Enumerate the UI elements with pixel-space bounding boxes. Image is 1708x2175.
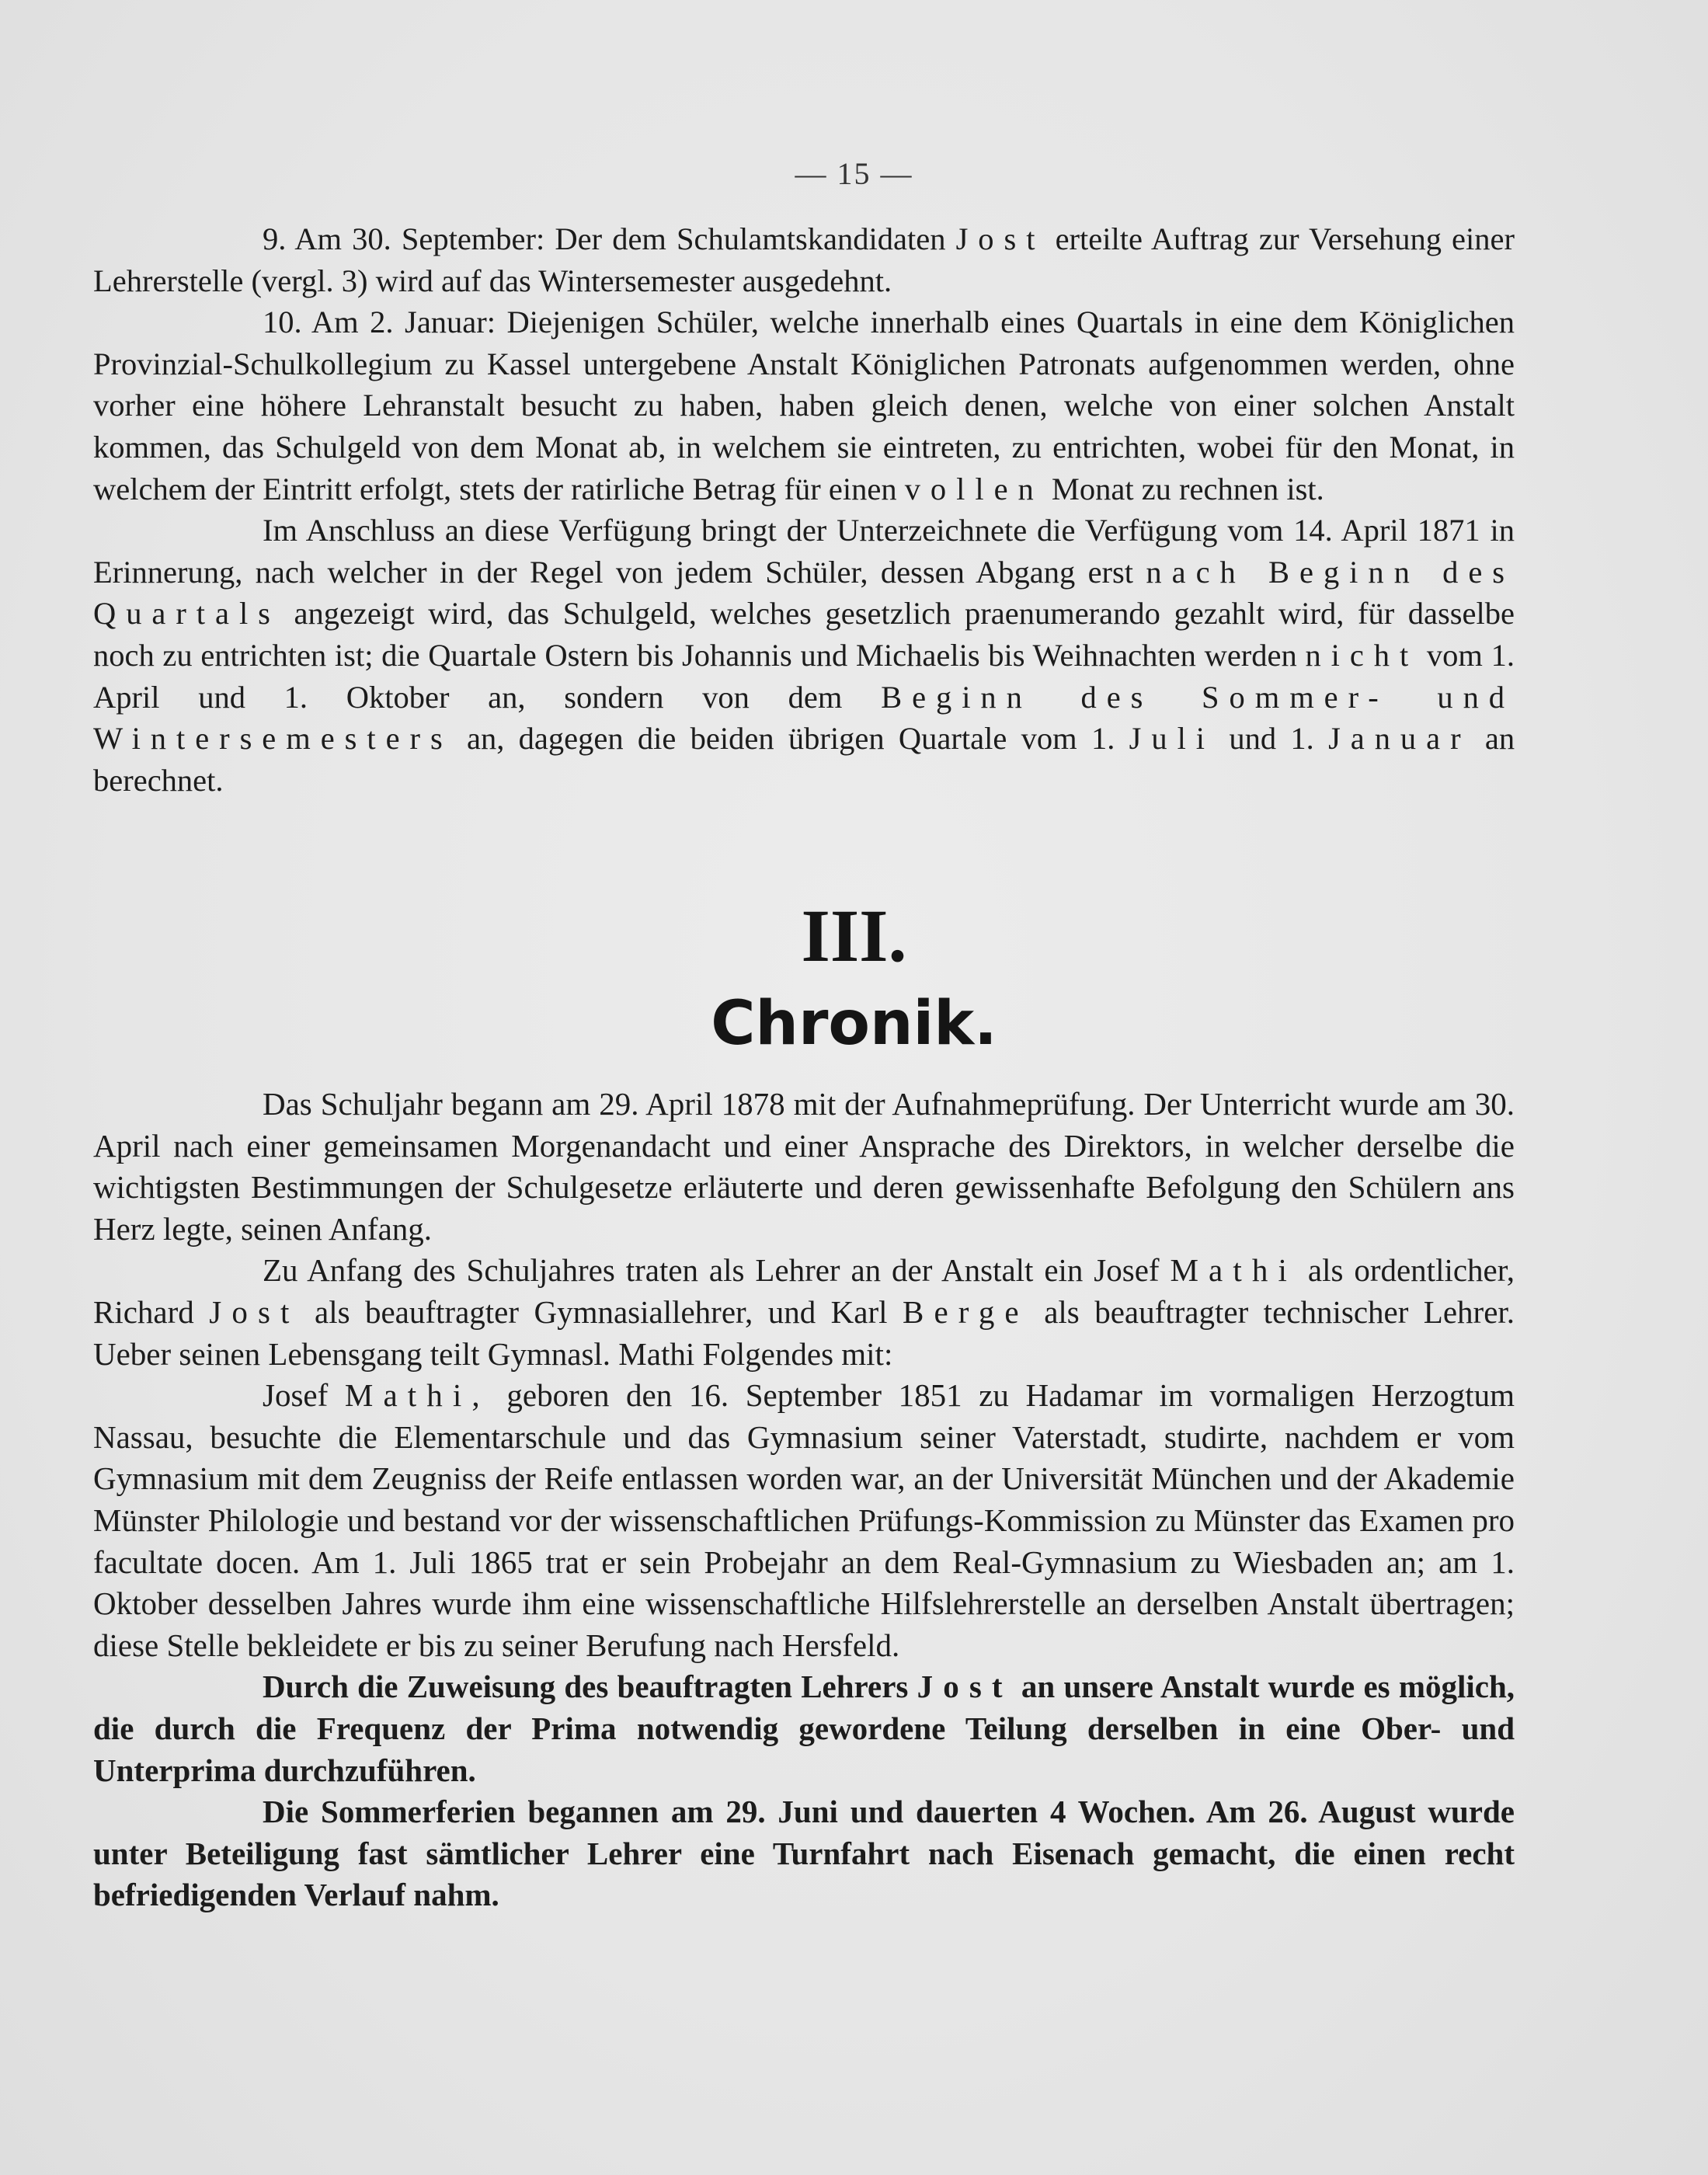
spaced-name: Jost <box>209 1293 300 1330</box>
spaced-emphasis: Januar <box>1328 721 1471 757</box>
chronicle-section <box>93 1084 1515 1916</box>
text-run: angezeigt wird, das Schulgeld, welches gesetzlich praenumerando gezahlt wird, für dasselbe noch zu entrichten ist; die Quartale Ostern bis Johannis und Michaelis bis Weihnachten werden <box>93 596 1515 673</box>
decrees-section <box>93 218 1515 801</box>
spaced-emphasis: nach Beginn des Quartals <box>93 554 1515 632</box>
paragraph-school-year <box>93 1084 1515 1250</box>
text-run: Im Anschluss an diese Verfügung bringt der Unterzeichnete die Verfügung vom 14. April 1871 in Erinnerung, nach welcher in der Regel von jedem Schüler, dessen Abgang erst <box>93 513 1515 590</box>
paragraph-new-teachers <box>93 1250 1515 1375</box>
spaced-emphasis: nicht <box>1305 637 1419 673</box>
text-run: Monat zu rechnen ist. <box>1051 471 1324 506</box>
paragraph-item-10 <box>93 301 1515 510</box>
text-run: an berechnet. <box>93 721 1515 798</box>
spaced-name: Jost <box>917 1669 1013 1705</box>
text-run: Durch die Zuweisung des beauftragten Lehrers <box>263 1669 909 1705</box>
paragraph-summer-holidays <box>93 1791 1515 1916</box>
page-number: — 15 — <box>795 156 913 191</box>
text-run: Josef <box>263 1377 329 1414</box>
spaced-name: Jost <box>955 221 1045 256</box>
text-run: 10. Am 2. Januar: Diejenigen Schüler, welche innerhalb eines Quartals in eine dem Königlichen Provinzial-Schulkollegium zu Kassel untergebene Anstalt Königlichen Patronats aufgenommen werden, ohne vorher eine höhere Lehranstalt besucht zu haben, haben gleich denen, welche von einer solchen Anstalt kommen, das Schulgeld von dem Monat ab, in welchem sie eintreten, zu entrichten, wobei für den Monat, in welchem der Eintritt erfolgt, stets der ratirliche Betrag für einen <box>93 304 1515 506</box>
text-run: als ordentlicher, Richard <box>93 1252 1515 1330</box>
bold-paragraphs <box>93 1666 1515 1916</box>
text-run: Zu Anfang des Schuljahres traten als Lehrer an der Anstalt ein Josef <box>263 1252 1160 1289</box>
paragraph-reminder <box>93 510 1515 801</box>
spaced-name: Mathi, <box>344 1377 490 1414</box>
section-title: Chronik. <box>711 989 997 1059</box>
paragraph-item-9 <box>93 218 1515 301</box>
text-run: an unsere Anstalt wurde es möglich, die durch die Frequenz der Prima notwendig gewordene Teilung derselben in eine Ober- und Unterprima durchzuführen. <box>93 1669 1515 1788</box>
spaced-name: Mathi <box>1170 1252 1298 1289</box>
paragraph-biography <box>93 1375 1515 1666</box>
section-numeral: III. <box>801 894 907 977</box>
text-run: und 1. <box>1229 721 1314 757</box>
text-run: geboren den 16. September 1851 zu Hadamar im vormaligen Herzogtum Nassau, besuchte die Elementarschule und das Gymnasium seiner Vaterstadt, studirte, nachdem er vom Gymnasium mit dem Zeugniss der Reife entlassen worden war, an der Universität München und der Akademie Münster Philologie und bestand vor der wissenschaftlichen Prüfungs-Kommission zu Münster das Examen pro facultate docen. Am 1. Juli 1865 trat er sein Probejahr an dem Real-Gymnasium zu Wiesbaden an; am 1. Oktober desselben Jahres wurde ihm eine wissenschaftliche Hilfslehrerstelle an derselben Anstalt übertragen; diese Stelle bekleidete er bis zu seiner Berufung nach Hersfeld. <box>93 1377 1515 1663</box>
spaced-emphasis: vollen <box>904 471 1044 506</box>
text-run: 9. Am 30. September: Der dem Schulamtskandidaten <box>263 221 946 256</box>
spaced-name: Berge <box>903 1293 1029 1330</box>
text-run: Die Sommerferien begannen am 29. Juni und dauerten 4 Wochen. Am 26. August wurde unter Beteiligung fast sämtlicher Lehrer eine Turnfahrt nach Eisenach gemacht, die einen recht befriedigenden Verlauf nahm. <box>93 1794 1515 1913</box>
text-run: vom 1. April und 1. Oktober an, sondern von dem <box>93 637 1515 715</box>
paragraph-prima-division <box>93 1666 1515 1791</box>
text-run: als beauftragter Gymnasiallehrer, und Karl <box>315 1293 888 1330</box>
text-run: Das Schuljahr begann am 29. April 1878 mit der Aufnahmeprüfung. Der Unterricht wurde am 30. April nach einer gemeinsamen Morgenandacht und einer Ansprache des Direktors, in welcher derselbe die wichtigsten Bestimmungen der Schulgesetze erläuterte und deren gewissenhafte Befolgung den Schülern ans Herz legte, seinen Anfang. <box>93 1086 1515 1247</box>
spaced-emphasis: Beginn des Sommer- und Wintersemesters <box>93 679 1515 757</box>
text-run: erteilte Auftrag zur Versehung einer Lehrerstelle (vergl. 3) wird auf das Wintersemester ausgedehnt. <box>93 221 1515 298</box>
text-run: an, dagegen die beiden übrigen Quartale vom 1. <box>467 721 1115 757</box>
text-run: als beauftragter technischer Lehrer. Ueber seinen Lebensgang teilt Gymnasl. Mathi Folgendes mit: <box>93 1293 1515 1372</box>
spaced-emphasis: Juli <box>1129 721 1215 757</box>
